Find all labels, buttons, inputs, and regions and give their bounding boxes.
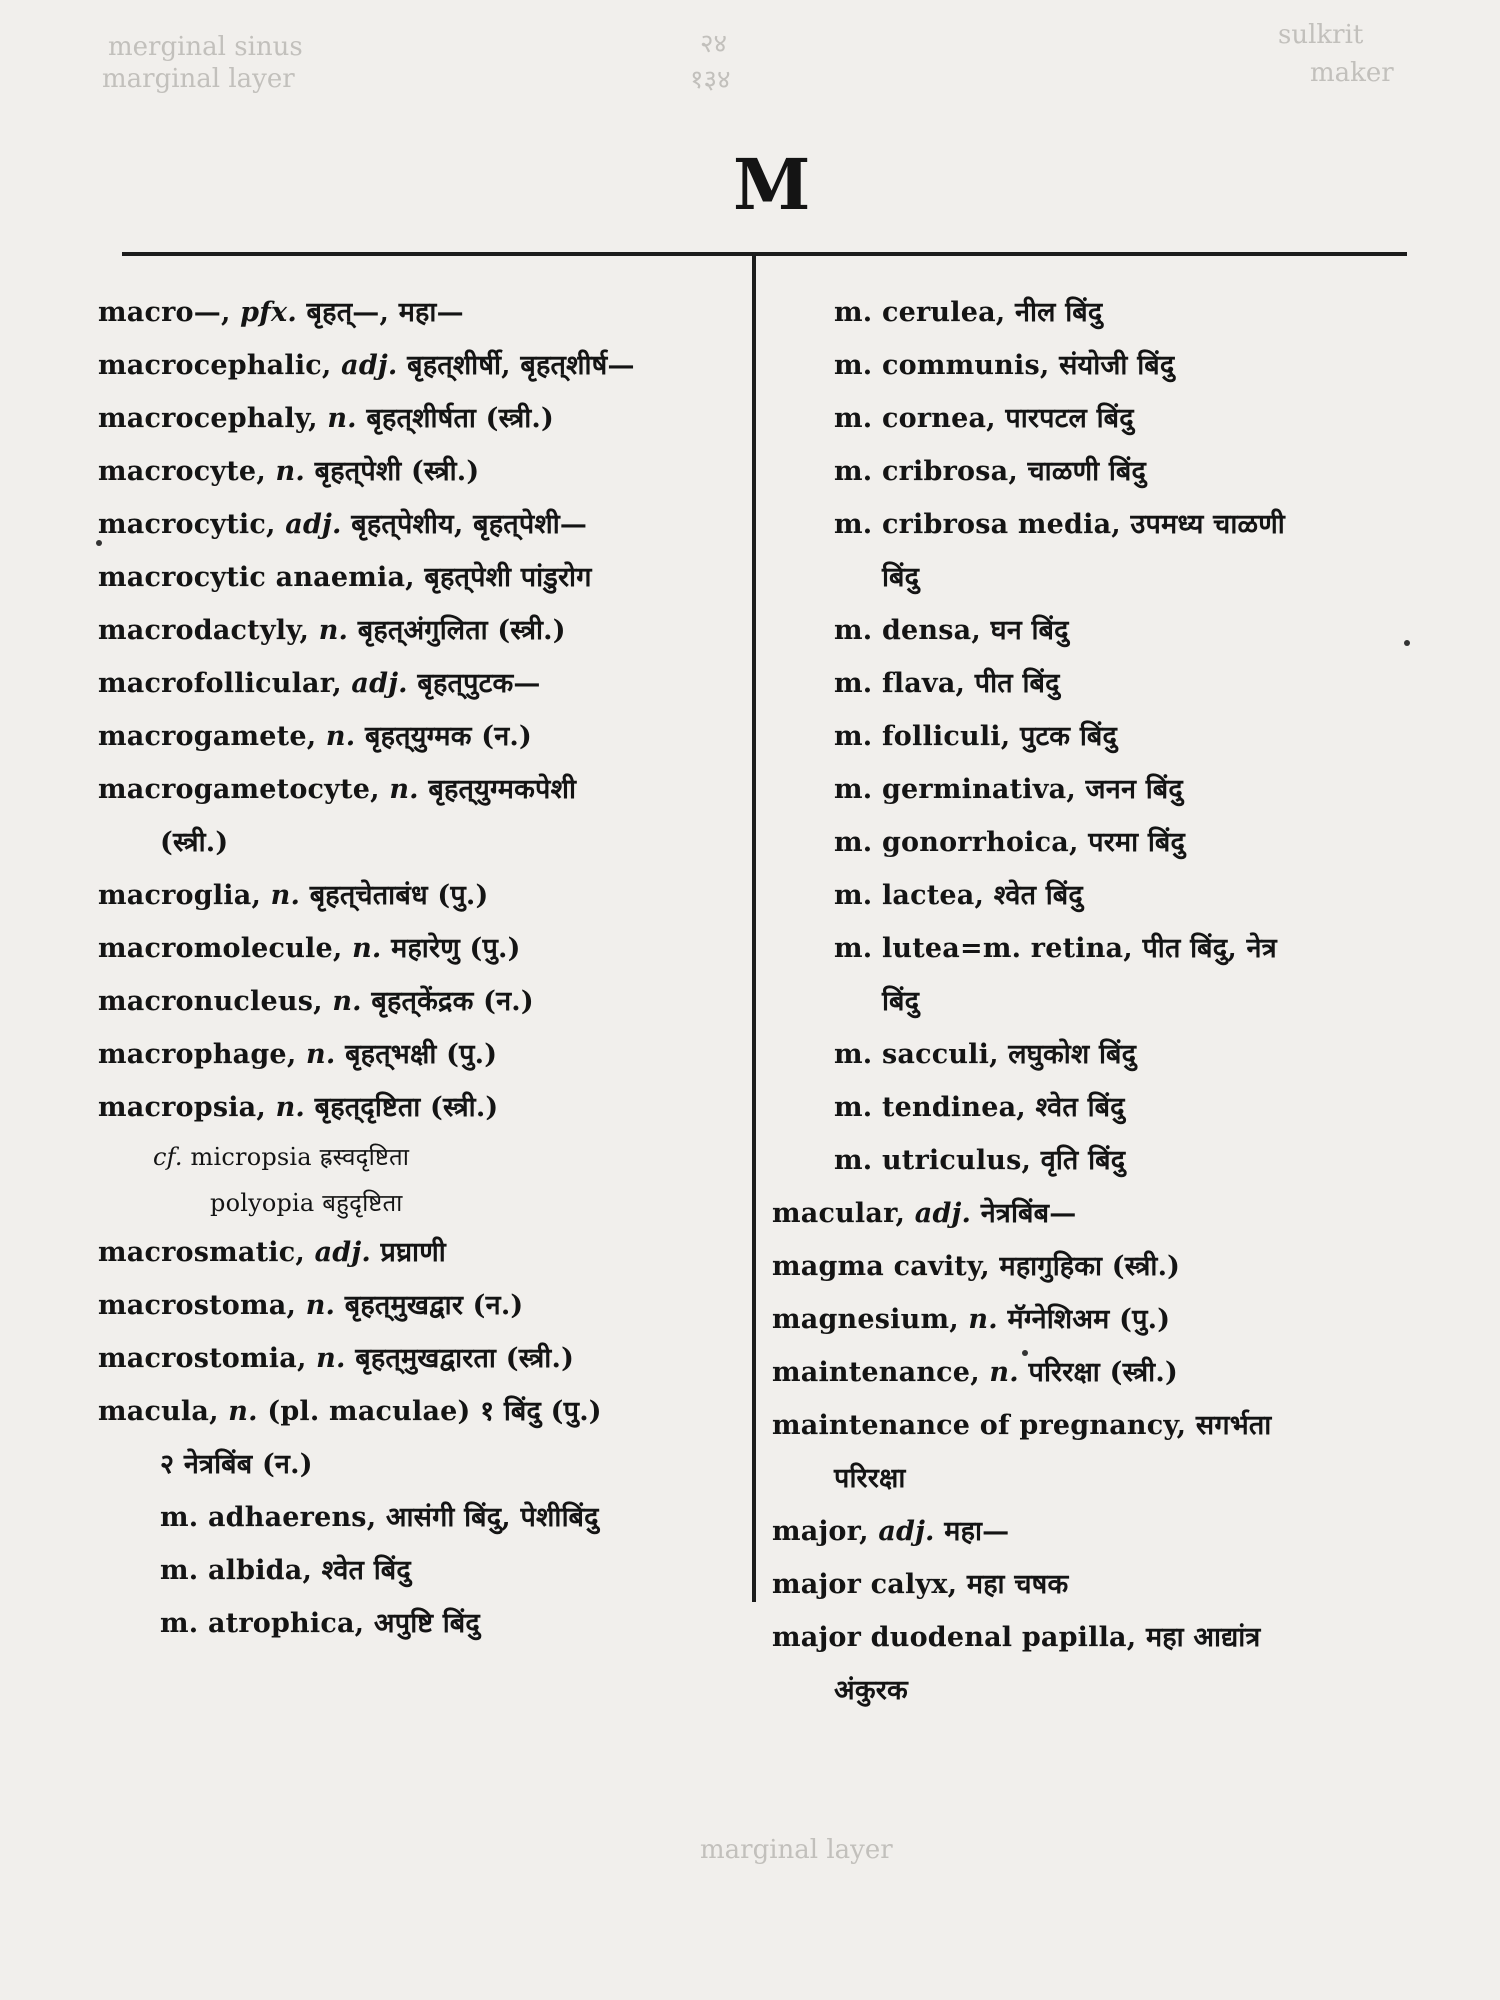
- entry-gloss: बृहत्‌चेताबंध (पु.): [309, 880, 489, 911]
- entry-headword: macrocytic anaemia: [98, 562, 406, 593]
- entry-grammar: n.: [275, 456, 305, 487]
- entry-headword: m. albida: [160, 1555, 303, 1586]
- entry-gloss: श्वेत बिंदु: [321, 1555, 411, 1586]
- entry-headword: maintenance: [772, 1357, 971, 1388]
- dictionary-entry: m. cornea, पारपटल बिंदु: [834, 403, 1134, 434]
- entry-grammar: adj.: [914, 1198, 972, 1229]
- bleed-text-top-left-1: merginal sinus: [108, 32, 303, 62]
- entry-headword: macrocephaly: [98, 403, 309, 434]
- entry-grammar: adj.: [878, 1516, 935, 1547]
- entry-headword: macrodactyly: [98, 615, 300, 646]
- dictionary-entry: [98, 1134, 738, 1180]
- dictionary-entry: m. communis, संयोजी बिंदु: [834, 350, 1175, 381]
- entry-grammar: n.: [305, 1290, 336, 1321]
- ink-speck: [1404, 640, 1410, 646]
- entry-grammar: n.: [228, 1396, 258, 1427]
- entry-gloss: पीत बिंदु: [974, 668, 1060, 699]
- dictionary-entry: magma cavity, महागुहिका (स्त्री.): [772, 1251, 1181, 1282]
- entry-headword: major calyx: [772, 1569, 948, 1600]
- dictionary-entry: [772, 975, 1422, 1028]
- entry-gloss: महारेणु (पु.): [391, 933, 521, 964]
- entry-headword: macular: [772, 1198, 896, 1229]
- dictionary-entry: m. albida, श्वेत बिंदु: [160, 1555, 411, 1586]
- dictionary-entry: macrocyte, n. बृहत्‌पेशी (स्त्री.): [98, 456, 480, 487]
- entry-headword: magnesium: [772, 1304, 950, 1335]
- entry-headword: macrofollicular: [98, 668, 333, 699]
- entry-gloss: प्रघ्राणी: [380, 1237, 446, 1268]
- entry-grammar: n.: [316, 1343, 346, 1374]
- entry-gloss: परमा बिंदु: [1088, 827, 1186, 858]
- bleed-text-top-right-2: maker: [1310, 58, 1394, 88]
- entry-grammar: adj.: [351, 668, 408, 699]
- entry-gloss: बृहत्‌पेशी (स्त्री.): [314, 456, 480, 487]
- entry-headword: m. lutea=m. retina: [834, 933, 1124, 964]
- entry-headword: macrogamete: [98, 721, 307, 752]
- entry-grammar: adj.: [314, 1237, 371, 1268]
- dictionary-entry: macrogamete, n. बृहत्‌युग्मक (न.): [98, 721, 532, 752]
- dictionary-entry: m. germinativa, जनन बिंदु: [834, 774, 1183, 805]
- entry-gloss: नील बिंदु: [1014, 297, 1103, 328]
- entry-headword: m. flava: [834, 668, 956, 699]
- bleed-text-top-center-1: २४: [700, 29, 728, 59]
- entry-gloss: बृहत्‌पेशीय, बृहत्‌पेशी—: [351, 509, 588, 540]
- entry-headword: macroglia: [98, 880, 252, 911]
- entry-gloss: संयोजी बिंदु: [1059, 350, 1175, 381]
- entry-headword: macrocyte: [98, 456, 257, 487]
- entry-gloss: बृहत्‌भक्षी (पु.): [345, 1039, 498, 1070]
- bleed-text-top-center-2: १३४: [690, 65, 731, 95]
- right-column: [772, 286, 1422, 1717]
- dictionary-entry: m. cerulea, नील बिंदु: [834, 297, 1103, 328]
- entry-gloss: बृहत्‌युग्मक (न.): [364, 721, 532, 752]
- dictionary-entry: macrosmatic, adj. प्रघ्राणी: [98, 1237, 446, 1268]
- entry-gloss: बृहत्‌पुटक—: [417, 668, 541, 699]
- left-column: [98, 286, 738, 1650]
- dictionary-entry: macrostomia, n. बृहत्‌मुखद्वारता (स्त्री.): [98, 1343, 575, 1374]
- entry-headword: magma cavity: [772, 1251, 981, 1282]
- entry-headword: m. sacculi: [834, 1039, 990, 1070]
- dictionary-entry: m. adhaerens, आसंगी बिंदु, पेशीबिंदु: [160, 1502, 599, 1533]
- entry-grammar: n.: [275, 1092, 306, 1123]
- entry-gloss: महा चषक: [966, 1569, 1069, 1600]
- dictionary-entry: m. folliculi, पुटक बिंदु: [834, 721, 1117, 752]
- entry-headword: macrophage: [98, 1039, 287, 1070]
- entry-gloss: (pl. maculae) १ बिंदु (पु.): [267, 1396, 602, 1427]
- dictionary-entry: major duodenal papilla, महा आद्यांत्र: [772, 1622, 1261, 1653]
- entry-headword: macula: [98, 1396, 210, 1427]
- dictionary-entry: m. sacculi, लघुकोश बिंदु: [834, 1039, 1137, 1070]
- dictionary-entry: m. utriculus, वृति बिंदु: [834, 1145, 1126, 1176]
- dictionary-entry: macroglia, n. बृहत्‌चेताबंध (पु.): [98, 880, 489, 911]
- entry-gloss: (स्त्री.): [160, 827, 229, 858]
- header-rule: [122, 252, 1407, 256]
- section-letter: M: [733, 143, 811, 226]
- dictionary-entry: macrocephalic, adj. बृहत्‌शीर्षी, बृहत्‌शीर्ष—: [98, 350, 635, 381]
- entry-gloss: अपुष्टि बिंदु: [373, 1608, 480, 1639]
- dictionary-entry: m. cribrosa media, उपमध्य चाळणी: [834, 509, 1285, 540]
- entry-grammar: n.: [270, 880, 301, 911]
- dictionary-entry: m. gonorrhoica, परमा बिंदु: [834, 827, 1186, 858]
- entry-gloss: महा आद्यांत्र: [1145, 1622, 1261, 1653]
- entry-gloss: महा—: [944, 1516, 1010, 1547]
- dictionary-entry: macrogametocyte, n. बृहत्‌युग्मकपेशी: [98, 774, 577, 805]
- entry-gloss: परिरक्षा: [834, 1463, 906, 1494]
- entry-headword: maintenance of pregnancy: [772, 1410, 1177, 1441]
- entry-headword: macronucleus: [98, 986, 314, 1017]
- entry-gloss: वृति बिंदु: [1040, 1145, 1126, 1176]
- dictionary-entry: [98, 1180, 738, 1226]
- dictionary-entry: macro—, pfx. बृहत्—, महा—: [98, 297, 464, 328]
- entry-gloss: बृहत्‌केंद्रक (न.): [371, 986, 534, 1017]
- dictionary-entry: macrophage, n. बृहत्‌भक्षी (पु.): [98, 1039, 498, 1070]
- dictionary-entry: maintenance of pregnancy, सगर्भता: [772, 1410, 1272, 1441]
- entry-headword: m. adhaerens: [160, 1502, 367, 1533]
- bleed-text-bottom: marginal layer: [700, 1835, 893, 1865]
- dictionary-entry: [772, 1664, 1422, 1717]
- entry-headword: macrocytic: [98, 509, 267, 540]
- entry-headword: major duodenal papilla: [772, 1622, 1127, 1653]
- entry-gloss: बृहत्‌मुखद्वारता (स्त्री.): [355, 1343, 575, 1374]
- entry-gloss: बृहत्‌शीर्षता (स्त्री.): [366, 403, 555, 434]
- entry-grammar: n.: [332, 986, 362, 1017]
- entry-gloss: जनन बिंदु: [1085, 774, 1183, 805]
- entry-headword: m. germinativa: [834, 774, 1067, 805]
- entry-headword: macrostomia: [98, 1343, 297, 1374]
- entry-grammar: n.: [968, 1304, 998, 1335]
- entry-gloss: बृहत्‌पेशी पांडुरोग: [424, 562, 592, 593]
- bleed-text-top-left-2: marginal layer: [102, 64, 295, 94]
- dictionary-entry: major calyx, महा चषक: [772, 1569, 1069, 1600]
- entry-gloss: बिंदु: [882, 562, 920, 593]
- entry-grammar: n.: [989, 1357, 1019, 1388]
- dictionary-entry: major, adj. महा—: [772, 1516, 1010, 1547]
- entry-gloss: अंकुरक: [834, 1675, 908, 1706]
- dictionary-entry: macrocytic, adj. बृहत्‌पेशीय, बृहत्‌पेशी—: [98, 509, 588, 540]
- entry-grammar: n.: [389, 774, 419, 805]
- entry-gloss: पुटक बिंदु: [1019, 721, 1117, 752]
- dictionary-entry: m. flava, पीत बिंदु: [834, 668, 1060, 699]
- dictionary-entry: macronucleus, n. बृहत्‌केंद्रक (न.): [98, 986, 534, 1017]
- entry-headword: macrogametocyte: [98, 774, 371, 805]
- dictionary-entry: m. atrophica, अपुष्टि बिंदु: [160, 1608, 480, 1639]
- entry-gloss: घन बिंदु: [990, 615, 1069, 646]
- entry-gloss: बृहत्—, महा—: [306, 297, 464, 328]
- entry-headword: m. cerulea: [834, 297, 996, 328]
- entry-gloss: बृहत्‌शीर्षी, बृहत्‌शीर्ष—: [407, 350, 635, 381]
- entry-gloss: बृहत्‌अंगुलिता (स्त्री.): [357, 615, 566, 646]
- entry-gloss: बृहत्‌दृष्टिता (स्त्री.): [314, 1092, 499, 1123]
- dictionary-entry: macular, adj. नेत्रबिंब—: [772, 1198, 1077, 1229]
- dictionary-entry: macrodactyly, n. बृहत्‌अंगुलिता (स्त्री.): [98, 615, 566, 646]
- dictionary-entry: macrocephaly, n. बृहत्‌शीर्षता (स्त्री.): [98, 403, 555, 434]
- entry-headword: macromolecule: [98, 933, 333, 964]
- ink-speck: [1022, 1350, 1028, 1356]
- entry-gloss: श्वेत बिंदु: [993, 880, 1083, 911]
- entry-gloss: पीत बिंदु, नेत्र: [1142, 933, 1277, 964]
- entry-headword: m. cribrosa: [834, 456, 1009, 487]
- entry-headword: macrosmatic: [98, 1237, 296, 1268]
- entry-grammar: n.: [327, 403, 357, 434]
- entry-gloss: बृहत्‌युग्मकपेशी: [428, 774, 577, 805]
- entry-headword: m. tendinea: [834, 1092, 1017, 1123]
- entry-gloss: सगर्भता: [1195, 1410, 1272, 1441]
- dictionary-entry: macrocytic anaemia, बृहत्‌पेशी पांडुरोग: [98, 562, 592, 593]
- entry-headword: m. cribrosa media: [834, 509, 1112, 540]
- entry-headword: m. lactea: [834, 880, 975, 911]
- entry-gloss: महागुहिका (स्त्री.): [999, 1251, 1181, 1282]
- entry-headword: m. atrophica: [160, 1608, 355, 1639]
- dictionary-entry: [98, 1438, 738, 1491]
- dictionary-entry: [98, 816, 738, 869]
- entry-gloss: परिरक्षा (स्त्री.): [1028, 1357, 1178, 1388]
- entry-gloss: micropsia ह्रस्वदृष्टिता: [190, 1143, 410, 1171]
- dictionary-entry: m. densa, घन बिंदु: [834, 615, 1069, 646]
- entry-headword: macropsia: [98, 1092, 257, 1123]
- entry-grammar: adj.: [341, 350, 398, 381]
- entry-grammar: n.: [325, 721, 356, 752]
- entry-grammar: n.: [318, 615, 349, 646]
- entry-grammar: pfx.: [240, 297, 297, 328]
- entry-gloss: पारपटल बिंदु: [1005, 403, 1134, 434]
- dictionary-entry: m. cribrosa, चाळणी बिंदु: [834, 456, 1147, 487]
- entry-gloss: नेत्रबिंब—: [980, 1198, 1077, 1229]
- dictionary-entry: magnesium, n. मॅग्नेशिअम (पु.): [772, 1304, 1171, 1335]
- entry-grammar: n.: [352, 933, 382, 964]
- entry-gloss: चाळणी बिंदु: [1027, 456, 1147, 487]
- entry-headword: macro—: [98, 297, 221, 328]
- dictionary-entry: maintenance, n. परिरक्षा (स्त्री.): [772, 1357, 1178, 1388]
- entry-headword: m. densa: [834, 615, 972, 646]
- dictionary-entry: macula, n. (pl. maculae) १ बिंदु (पु.): [98, 1396, 602, 1427]
- entry-headword: macrocephalic: [98, 350, 322, 381]
- dictionary-entry: macrostoma, n. बृहत्‌मुखद्वार (न.): [98, 1290, 524, 1321]
- entry-gloss: बृहत्‌मुखद्वार (न.): [344, 1290, 524, 1321]
- ink-speck: [96, 540, 102, 546]
- column-divider: [752, 252, 756, 1602]
- entry-grammar: adj.: [285, 509, 342, 540]
- dictionary-entry: [772, 1452, 1422, 1505]
- dictionary-entry: m. lutea=m. retina, पीत बिंदु, नेत्र: [834, 933, 1277, 964]
- entry-headword: macrostoma: [98, 1290, 287, 1321]
- entry-grammar: n.: [306, 1039, 336, 1070]
- entry-gloss: बिंदु: [882, 986, 920, 1017]
- entry-headword: m. folliculi: [834, 721, 1001, 752]
- entry-gloss: polyopia बहुदृष्टिता: [210, 1189, 403, 1217]
- entry-headword: m. communis: [834, 350, 1040, 381]
- dictionary-entry: m. lactea, श्वेत बिंदु: [834, 880, 1083, 911]
- dictionary-entry: macropsia, n. बृहत्‌दृष्टिता (स्त्री.): [98, 1092, 499, 1123]
- dictionary-entry: macromolecule, n. महारेणु (पु.): [98, 933, 521, 964]
- entry-headword: m. utriculus: [834, 1145, 1022, 1176]
- entry-gloss: लघुकोश बिंदु: [1008, 1039, 1137, 1070]
- entry-gloss: २ नेत्रबिंब (न.): [160, 1449, 313, 1480]
- entry-headword: m. cornea: [834, 403, 987, 434]
- bleed-text-top-right-1: sulkrit: [1278, 20, 1364, 50]
- dictionary-entry: [772, 551, 1422, 604]
- entry-gloss: आसंगी बिंदु, पेशीबिंदु: [385, 1502, 599, 1533]
- dictionary-entry: macrofollicular, adj. बृहत्‌पुटक—: [98, 668, 541, 699]
- entry-gloss: मॅग्नेशिअम (पु.): [1007, 1304, 1171, 1335]
- entry-gloss: उपमध्य चाळणी: [1130, 509, 1285, 540]
- entry-headword: cf.: [153, 1143, 183, 1171]
- dictionary-entry: m. tendinea, श्वेत बिंदु: [834, 1092, 1125, 1123]
- entry-gloss: श्वेत बिंदु: [1035, 1092, 1125, 1123]
- entry-headword: m. gonorrhoica: [834, 827, 1069, 858]
- entry-headword: major: [772, 1516, 860, 1547]
